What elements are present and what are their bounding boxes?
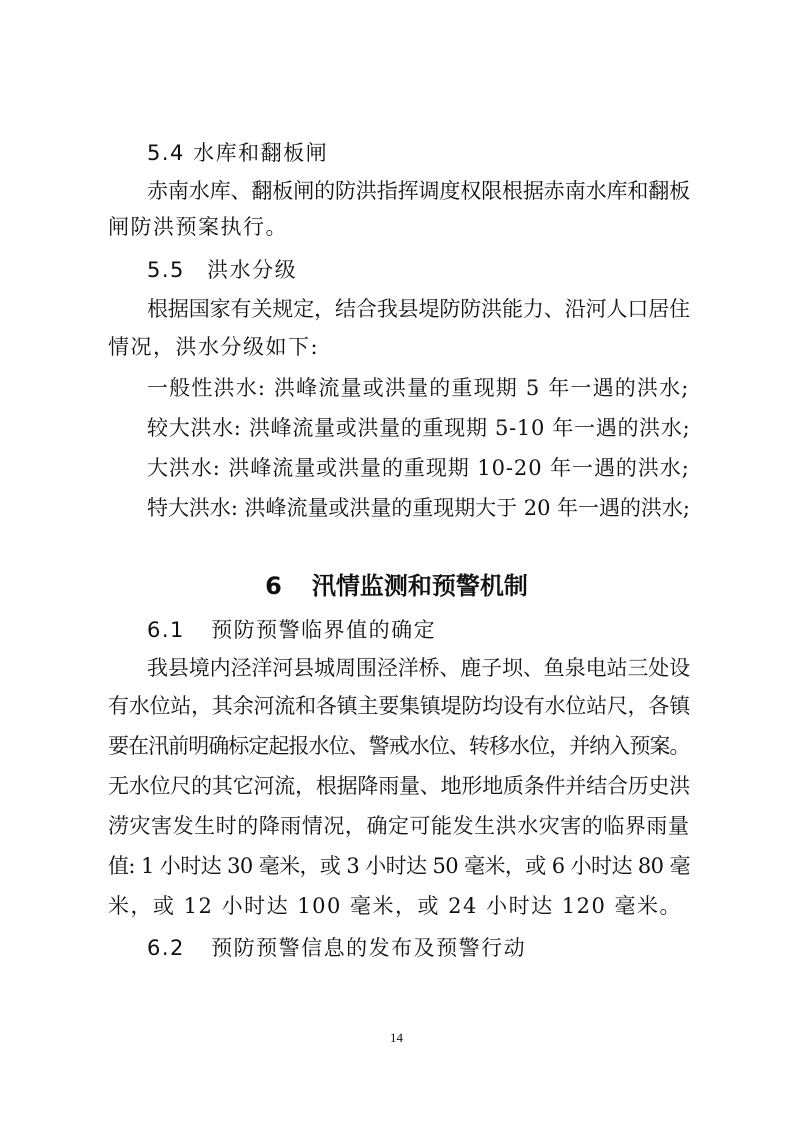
section-title: 水库和翻板闸 [193, 141, 329, 165]
flood-level-item: 一般性洪水: 洪峰流量或洪量的重现期 5 年一遇的洪水; [147, 376, 690, 400]
section-number: 5.5 [147, 258, 185, 282]
section-title: 预防预警信息的发布及预警行动 [211, 936, 527, 960]
section-heading-5-4 [147, 143, 328, 164]
flood-level-item: 较大洪水: 洪峰流量或洪量的重现期 5-10 年一遇的洪水; [147, 416, 691, 440]
section-title: 洪水分级 [207, 258, 298, 282]
section-number: 5.4 [147, 141, 185, 165]
chapter-heading-6 [0, 574, 793, 598]
paragraph-line: 涝灾害发生时的降雨情况，确定可能发生洪水灾害的临界雨量 [108, 814, 690, 838]
paragraph-line: 无水位尺的其它河流，根据降雨量、地形地质条件并结合历史洪 [108, 774, 690, 798]
section-heading-6-1 [147, 620, 436, 641]
section-heading-5-5 [147, 260, 297, 281]
paragraph-line: 根据国家有关规定，结合我县堤防防洪能力、沿河人口居住 [147, 297, 690, 321]
paragraph-line: 米，或 12 小时达 100 毫米，或 24 小时达 120 毫米。 [108, 894, 683, 918]
section-heading-6-2 [147, 938, 526, 959]
chapter-title: 汛情监测和预警机制 [311, 572, 528, 600]
section-title: 预防预警临界值的确定 [211, 618, 437, 642]
paragraph-line: 有水位站，其余河流和各镇主要集镇堤防均设有水位站尺，各镇 [108, 694, 690, 718]
paragraph-line: 闸防洪预案执行。 [108, 215, 288, 239]
paragraph-line: 要在汛前明确标定起报水位、警戒水位、转移水位，并纳入预案。 [108, 734, 690, 758]
paragraph-line: 赤南水库、翻板闸的防洪指挥调度权限根据赤南水库和翻板 [147, 179, 690, 203]
flood-level-item: 大洪水: 洪峰流量或洪量的重现期 10-20 年一遇的洪水; [147, 456, 690, 480]
page-number: 14 [390, 1030, 403, 1045]
section-number: 6.1 [147, 618, 185, 642]
paragraph-line: 值: 1 小时达 30 毫米，或 3 小时达 50 毫米，或 6 小时达 80 毫 [108, 854, 690, 878]
section-number: 6.2 [147, 936, 185, 960]
flood-level-item: 特大洪水: 洪峰流量或洪量的重现期大于 20 年一遇的洪水; [147, 496, 690, 520]
paragraph-line: 情况，洪水分级如下: [108, 335, 320, 359]
paragraph-line: 我县境内泾洋河县城周围泾洋桥、鹿子坝、鱼泉电站三处设 [147, 656, 690, 680]
chapter-number: 6 [265, 572, 282, 600]
